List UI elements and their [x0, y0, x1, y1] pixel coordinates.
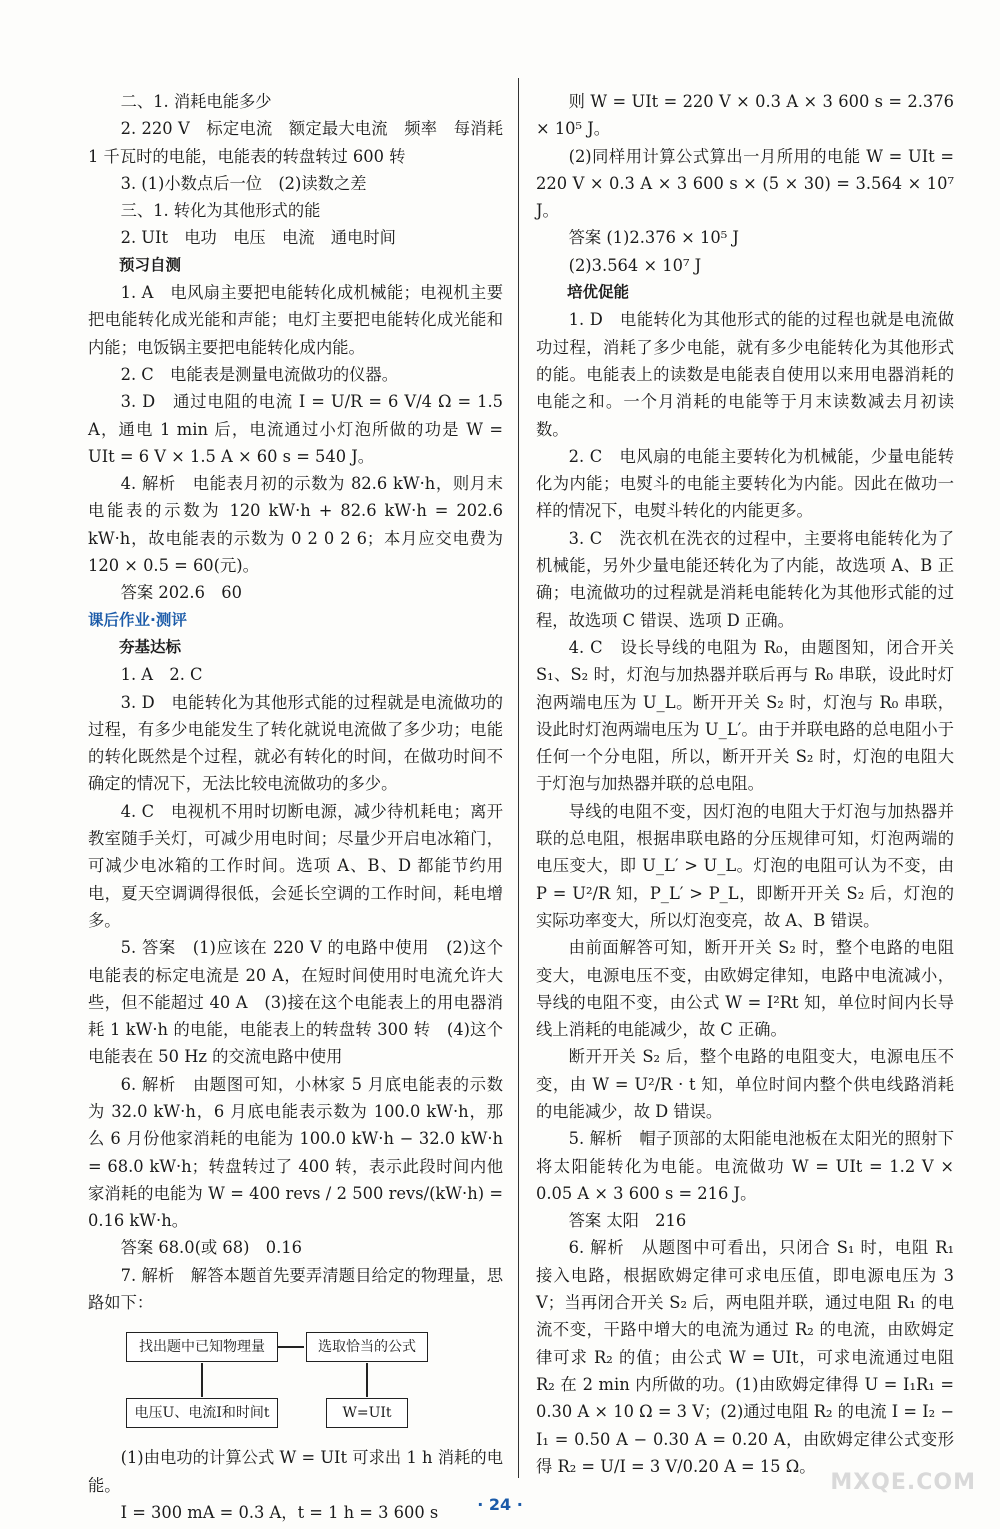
left_after-paragraph: (1)由电功的计算公式 W = UIt 可求出 1 h 消耗的电能。 [88, 1448, 503, 1495]
page-number: · 24 · [477, 1495, 523, 1514]
right-paragraph: 则 W = UIt = 220 V × 0.3 A × 3 600 s = 2.376 × 10⁵ J。 [536, 92, 954, 139]
right-paragraph: 2. C 电风扇的电能主要转化为机械能，少量电能转化为内能；电熨斗的电能主要转化为内能。因此在做功一样的情况下，电熨斗转化的内能更多。 [536, 446, 954, 521]
flowchart-arrow [278, 1346, 304, 1348]
watermark: MXQE.COM [830, 1470, 976, 1495]
right-paragraph: 培优促能 [567, 283, 630, 302]
left-paragraph: 6. 解析 由题图可知，小林家 5 月底电能表的示数为 32.0 kW·h，6 月底电能表示数为 100.0 kW·h，那么 6 月份他家消耗的电能为 100.0 kW·h − 32.0 kW·h = 68.0 kW·h；转盘转过了 400 转，表示此段时间内他家消耗的电能为 W = 400 revs / 2 500 revs/(kW·h) = 0.16 kW·h。 [88, 1074, 503, 1231]
left-paragraph: 3. (1)小数点后一位 (2)读数之差 [120, 173, 367, 193]
left-paragraph: 7. 解析 解答本题首先要弄清题目给定的物理量，思路如下： [88, 1265, 503, 1313]
left-paragraph: 1. A 2. C [120, 665, 203, 685]
left-paragraph: 夯基达标 [119, 637, 182, 656]
left-paragraph: 1. A 电风扇主要把电能转化成机械能；电视机主要把电能转化成光能和声能；电灯主要把电能转化成光能和内能；电饭锅主要把电能转化成内能。 [88, 283, 503, 357]
right-paragraph: 导线的电阻不变，因灯泡的电阻大于灯泡与加热器并联的总电阻，根据串联电路的分压规律可知，灯泡两端的电压变大，即 U_L′ > U_L。灯泡的电阻可认为不变，由 P = U²/R 知，P_L′ > P_L，即断开开关 S₂ 后，灯泡的实际功率变大，所以灯泡变亮，故 A、B 错误。 [536, 801, 954, 930]
flowchart-box3: 电压U、电流I和时间t [126, 1398, 278, 1428]
left-paragraph: 2. 220 V 标定电流 额定最大电流 频率 每消耗 1 千瓦时的电能，电能表的转盘转过 600 转 [88, 119, 503, 166]
right-paragraph: 答案 (1)2.376 × 10⁵ J [568, 228, 739, 248]
right-paragraph: 5. 解析 帽子顶部的太阳能电池板在太阳光的照射下将太阳能转化为电能。电流做功 W = UIt = 1.2 V × 0.05 A × 3 600 s = 216 J。 [536, 1129, 954, 1203]
flowchart-box1: 找出题中已知物理量 [126, 1332, 278, 1362]
right-paragraph: 4. C 设长导线的电阻为 R₀，由题图知，闭合开关 S₁、S₂ 时，灯泡与加热器并联后再与 R₀ 串联，设此时灯泡两端电压为 U_L。断开开关 S₂ 时，灯泡与 R₀ 串联，设此时灯泡两端电压为 U_L′。由于并联电路的总电阻小于任何一个分电阻，所以，断开开关 S₂ 时，灯泡的电阻大于灯泡与加热器并联的总电阻。 [536, 637, 954, 794]
column-divider [518, 78, 519, 1478]
left-paragraph: 4. 解析 电能表月初的示数为 82.6 kW·h，则月末电能表的示数为 120 kW·h + 82.6 kW·h = 202.6 kW·h，故电能表的示数为 0 2 0 2 6；本月应交电费为 120 × 0.5 = 60(元)。 [88, 474, 503, 576]
flowchart-box2: 选取恰当的公式 [306, 1332, 428, 1362]
left-paragraph: 2. UIt 电功 电压 电流 通电时间 [120, 228, 396, 248]
flowchart-arrow [201, 1363, 203, 1397]
right-paragraph: (2)3.564 × 10⁷ J [568, 255, 702, 275]
left-paragraph: 课后作业·测评 [88, 610, 187, 629]
solution-flowchart [88, 1324, 503, 1434]
flowchart-box4: W=UIt [326, 1398, 408, 1428]
right-column [536, 88, 954, 1480]
right-paragraph: 6. 解析 从题图中可看出，只闭合 S₁ 时，电阻 R₁ 接入电路，根据欧姆定律可求电压值，即电源电压为 3 V；当再闭合开关 S₂ 后，两电阻并联，通过电阻 R₁ 的电流不变，干路中增大的电流为通过 R₂ 的电流，由欧姆定律可求 R₂ 的值；由公式 W = UIt，可求电流通过电阻 R₂ 在 2 min 内所做的功。(1)由欧姆定律得 U = I₁R₁ = 0.30 A × 10 Ω = 3 V；(2)通过电阻 R₂ 的电流 I = I₂ − I₁ = 0.50 A − 0.30 A = 0.20 A，由欧姆定律公式变形得 R₂ = U/I = 3 V/0.20 A = 15 Ω。 [536, 1238, 954, 1476]
left-paragraph: 三、1. 转化为其他形式的能 [120, 201, 321, 221]
left-paragraph: 3. D 电能转化为其他形式能的过程就是电流做功的过程，有多少电能发生了转化就说电流做了多少功；电能的转化既然是个过程，就必有转化的时间，在做功时间不确定的情况下，无法比较电流做功的多少。 [88, 692, 503, 794]
right-paragraph: 断开开关 S₂ 后，整个电路的电阻变大，电源电压不变，由 W = U²/R · t 知，单位时间内整个供电线路消耗的电能减少，故 D 错误。 [536, 1047, 954, 1121]
left-paragraph: 5. 答案 (1)应该在 220 V 的电路中使用 (2)这个电能表的标定电流是 20 A，在短时间使用时电流允许大些，但不能超过 40 A (3)接在这个电能表上的用电器消耗 1 kW·h 的电能，电能表上的转盘转 300 转 (4)这个电能表在 50 Hz 的交流电路中使用 [88, 938, 503, 1067]
left-column [88, 88, 503, 1526]
left-paragraph: 4. C 电视机不用时切断电源，减少待机耗电；离开教室随手关灯，可减少用电时间；尽量少开启电冰箱门，可减少电冰箱的工作时间。选项 A、B、D 都能节约用电，夏天空调调得很低，会延长空调的工作时间，耗电增多。 [88, 801, 503, 930]
left-paragraph: 答案 68.0(或 68) 0.16 [120, 1238, 302, 1258]
left-paragraph: 预习自测 [119, 255, 182, 274]
left-paragraph: 二、1. 消耗电能多少 [120, 92, 272, 111]
right-paragraph: (2)同样用计算公式算出一月所用的电能 W = UIt = 220 V × 0.3 A × 3 600 s × (5 × 30) = 3.564 × 10⁷ J。 [536, 146, 954, 221]
left-paragraph: 2. C 电能表是测量电流做功的仪器。 [120, 364, 398, 384]
left-paragraph: 3. D 通过电阻的电流 I = U/R = 6 V/4 Ω = 1.5 A，通电 1 min 后，电流通过小灯泡所做的功是 W = UIt = 6 V × 1.5 A × 60 s = 540 J。 [88, 392, 503, 466]
left-paragraph: 答案 202.6 60 [120, 583, 242, 603]
flowchart-arrow [366, 1363, 368, 1397]
right-paragraph: 由前面解答可知，断开开关 S₂ 时，整个电路的电阻变大，电源电压不变，由欧姆定律知，电路中电流减小，导线的电阻不变，由公式 W = I²Rt 知，单位时间内长导线上消耗的电能减少，故 C 正确。 [536, 938, 954, 1040]
right-paragraph: 3. C 洗衣机在洗衣的过程中，主要将电能转化为了机械能，另外少量电能还转化为了内能，故选项 A、B 正确；电流做功的过程就是消耗电能转化为其他形式能的过程，故选项 C 错误、选项 D 正确。 [536, 528, 954, 630]
right-paragraph: 1. D 电能转化为其他形式的能的过程也就是电流做功过程，消耗了多少电能，就有多少电能转化为其他形式的能。电能表上的读数是电能表自使用以来用电器消耗的电能之和。一个月消耗的电能等于月末读数减去月初读数。 [536, 310, 954, 439]
left_after-paragraph: I = 300 mA = 0.3 A，t = 1 h = 3 600 s [120, 1502, 439, 1522]
right-paragraph: 答案 太阳 216 [568, 1211, 687, 1231]
